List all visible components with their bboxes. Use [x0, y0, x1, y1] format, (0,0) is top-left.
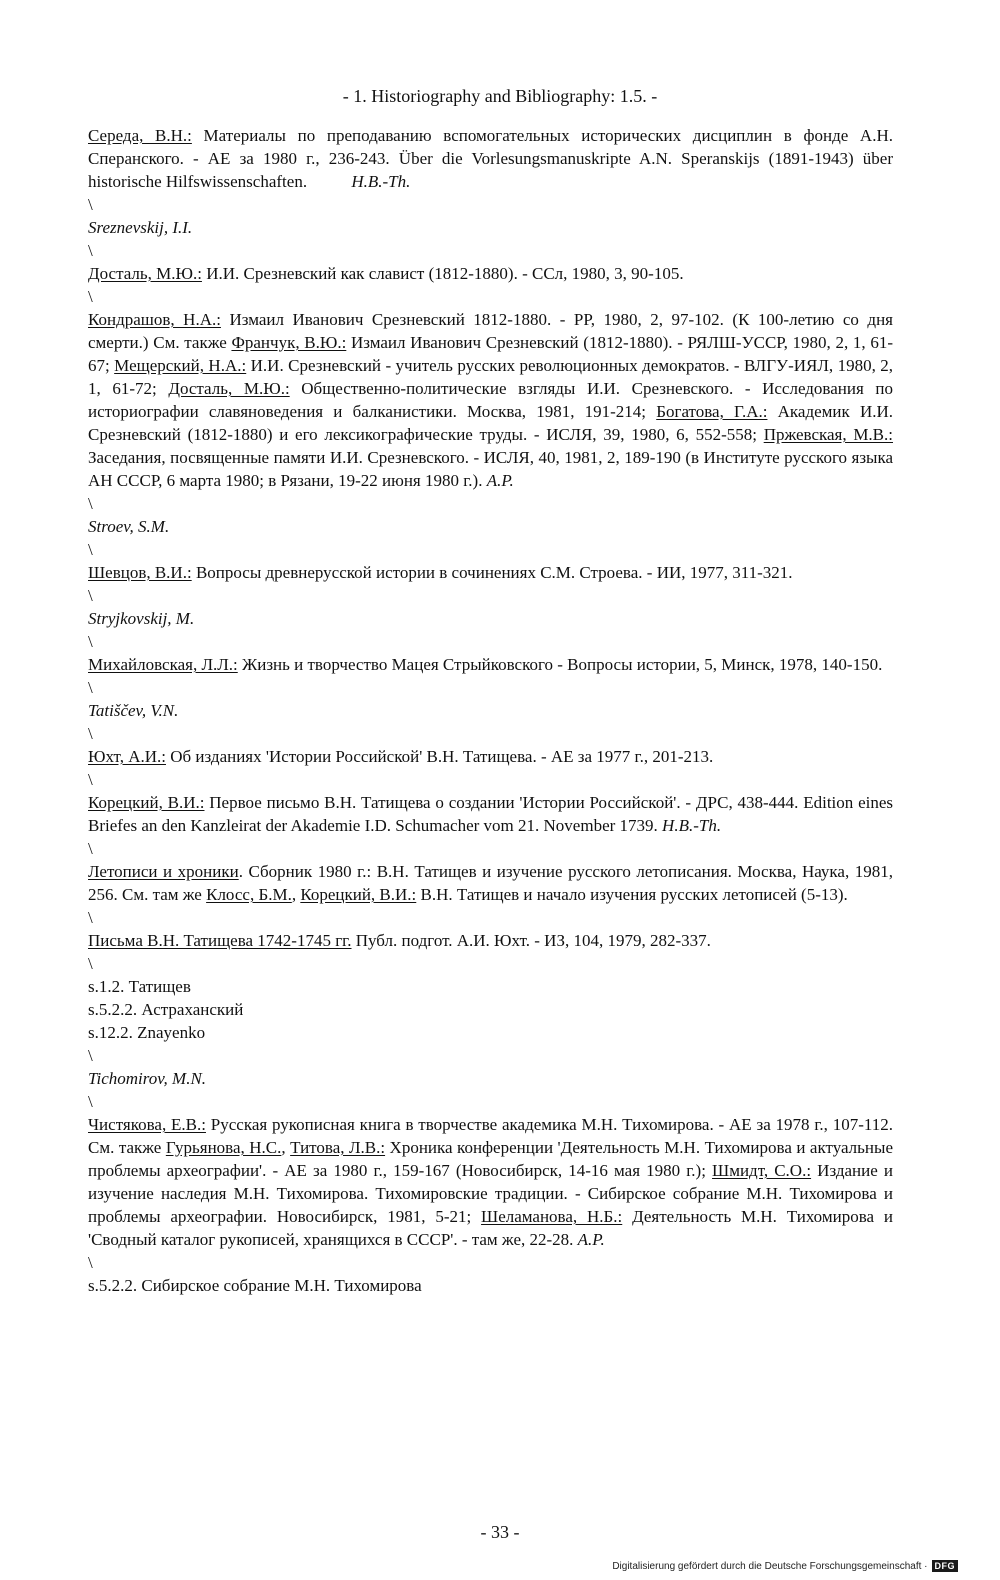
- collection-title: Летописи и хроники: [88, 862, 239, 881]
- entry-text: И.И. Срезневский - учитель русских революционных демократов. - ВЛГУ-ИЯЛ, 1980, 2, 1, 61-72;: [88, 356, 893, 398]
- separator: \: [88, 195, 93, 214]
- author-name: Шеламанова, Н.Б.:: [481, 1207, 623, 1226]
- separator: \: [88, 954, 93, 973]
- entry-text: Измаил Иванович Срезневский (1812-1880). - РЯЛШ-УССР, 1980, 2, 1, 61-67;: [88, 333, 893, 375]
- author-name: Середа, В.Н.:: [88, 126, 192, 145]
- author-name: Юхт, А.И.:: [88, 747, 166, 766]
- entry-text: Издание и изучение наследия М.Н. Тихомирова. Тихомировские традиции. - Сибирское собрание М.Н. Тихомирова и проблемы археографии. Новосибирск, 1981, 5-21;: [88, 1161, 893, 1226]
- bibliography-entry: [88, 124, 893, 193]
- bibliography-entry: [88, 860, 893, 906]
- cross-reference: s.5.2.2. Астраханский: [88, 1000, 244, 1019]
- author-name: Титова, Л.В.:: [290, 1138, 386, 1157]
- author-name: Шевцов, В.И.:: [88, 563, 192, 582]
- bibliography-entry: [88, 791, 893, 837]
- reviewer-signature: A.P.: [577, 1230, 605, 1249]
- author-heading: Tatiščev, V.N.: [88, 701, 179, 720]
- entry-text: Академик И.И. Срезневский (1812-1880) и его лексикографические труды. - ИСЛЯ, 39, 1980, 6, 552-558;: [88, 402, 894, 444]
- author-name: Корецкий, В.И.:: [88, 793, 205, 812]
- author-name: Досталь, М.Ю.:: [168, 379, 290, 398]
- author-name: Франчук, В.Ю.:: [231, 333, 347, 352]
- entry-text: Первое письмо В.Н. Татищева о создании 'Истории Российской'. - ДРС, 438-444. Edition eines Briefes an den Kanzleirat der Akademie I.D. Schumacher vom 21. November 1739.: [88, 793, 893, 835]
- author-heading: Stroev, S.M.: [88, 517, 170, 536]
- author-heading: Sreznevskij, I.I.: [88, 218, 193, 237]
- author-name: Шмидт, С.О.:: [712, 1161, 812, 1180]
- reviewer-signature: H.B.-Th.: [662, 816, 722, 835]
- bibliography-entry: [88, 308, 893, 492]
- cross-reference: s.12.2. Znayenko: [88, 1023, 206, 1042]
- reviewer-signature: H.B.-Th.: [351, 172, 411, 191]
- page-number: - 33 -: [480, 1522, 520, 1542]
- footer-text: Digitalisierung gefördert durch die Deutsche Forschungsgemeinschaft ·: [612, 1560, 928, 1572]
- entry-text: Жизнь и творчество Мацея Стрыйковского - Вопросы истории, 5, Минск, 1978, 140-150.: [237, 655, 883, 674]
- separator: \: [88, 678, 93, 697]
- author-name: Пржевская, М.В.:: [763, 425, 893, 444]
- bibliography-entry: [88, 561, 893, 584]
- separator: \: [88, 287, 93, 306]
- bibliography-entry: [88, 653, 893, 676]
- entry-text: Русская рукописная книга в творчестве академика М.Н. Тихомирова. - АЕ за 1978 г., 107-112. См. также: [88, 1115, 893, 1157]
- footer: [612, 1560, 958, 1572]
- separator: \: [88, 494, 93, 513]
- entry-text: ,: [291, 885, 301, 904]
- author-name: Михайловская, Л.Л.:: [88, 655, 238, 674]
- entry-text: Вопросы древнерусской истории в сочинениях С.М. Строева. - ИИ, 1977, 311-321.: [191, 563, 793, 582]
- author-name: Богатова, Г.А.:: [656, 402, 768, 421]
- author-name: Гурьянова, Н.С.: [165, 1138, 282, 1157]
- cross-reference: s.5.2.2. Сибирское собрание М.Н. Тихомирова: [88, 1276, 422, 1295]
- separator: \: [88, 770, 93, 789]
- separator: \: [88, 632, 93, 651]
- bibliography-entry: [88, 745, 893, 768]
- separator: \: [88, 540, 93, 559]
- entry-text: Об изданиях 'Истории Российской' В.Н. Татищева. - АЕ за 1977 г., 201-213.: [165, 747, 714, 766]
- dfg-logo: DFG: [932, 1560, 959, 1572]
- separator: \: [88, 241, 93, 260]
- separator: \: [88, 1253, 93, 1272]
- separator: \: [88, 839, 93, 858]
- entry-text: ,: [281, 1138, 291, 1157]
- entry-text: . Сборник 1980 г.: В.Н. Татищев и изучение русского летописания. Москва, Наука, 1981, 256. См. там же: [88, 862, 893, 904]
- cross-reference: s.1.2. Татищев: [88, 977, 191, 996]
- author-name: Мещерский, Н.А.:: [114, 356, 247, 375]
- entry-text: Хроника конференции 'Деятельность М.Н. Тихомирова и актуальные проблемы археографии'. - АЕ за 1980 г., 159-167 (Новосибирск, 14-16 мая 1980 г.);: [88, 1138, 893, 1180]
- author-name: Корецкий, В.И.:: [300, 885, 417, 904]
- collection-title: Письма В.Н. Татищева 1742-1745 гг.: [88, 931, 352, 950]
- separator: \: [88, 724, 93, 743]
- separator: \: [88, 586, 93, 605]
- entry-text: Деятельность М.Н. Тихомирова и 'Сводный каталог рукописей, хранящихся в СССР'. - там же, 22-28.: [88, 1207, 893, 1249]
- author-name: Клосс, Б.М.: [206, 885, 292, 904]
- entry-text: Общественно-политические взгляды И.И. Срезневского. - Исследования по историографии славяноведения и балканистики. Москва, 1981, 191-214;: [88, 379, 894, 421]
- reviewer-signature: A.P.: [486, 471, 514, 490]
- author-name: Кондрашов, Н.А.:: [88, 310, 221, 329]
- entry-text: Публ. подгот. А.И. Юхт. - ИЗ, 104, 1979, 282-337.: [351, 931, 711, 950]
- entry-text: Заседания, посвященные памяти И.И. Срезневского. - ИСЛЯ, 40, 1981, 2, 189-190 (в Институте русского языка АН СССР, 6 марта 1980; в Рязани, 19-22 июня 1980 г.).: [88, 448, 893, 490]
- author-heading: Stryjkovskij, M.: [88, 609, 195, 628]
- bibliography-entry: [88, 262, 893, 285]
- entry-text: Измаил Иванович Срезневский 1812-1880. - РР, 1980, 2, 97-102. (К 100-летию со дня смерти.) См. также: [88, 310, 893, 352]
- author-heading: Tichomirov, M.N.: [88, 1069, 207, 1088]
- bibliography-entry: [88, 1113, 893, 1251]
- separator: \: [88, 1046, 93, 1065]
- bibliography-entry: [88, 929, 893, 952]
- entry-text: Материалы по преподаванию вспомогательных исторических дисциплин в фонде А.Н. Сперанского. - АЕ за 1980 г., 236-243. Über die Vorlesungsmanuskripte A.N. Speranskijs (1891-1943) über historische Hilfswissenschaften.: [88, 126, 893, 191]
- separator: \: [88, 908, 93, 927]
- author-name: Чистякова, Е.В.:: [88, 1115, 206, 1134]
- page-header: - 1. Historiography and Bibliography: 1.5. -: [342, 86, 658, 106]
- separator: \: [88, 1092, 93, 1111]
- bibliography-content: [88, 124, 893, 1297]
- entry-text: И.И. Срезневский как славист (1812-1880). - ССл, 1980, 3, 90-105.: [201, 264, 684, 283]
- entry-text: В.Н. Татищев и начало изучения русских летописей (5-13).: [416, 885, 848, 904]
- author-name: Досталь, М.Ю.:: [88, 264, 202, 283]
